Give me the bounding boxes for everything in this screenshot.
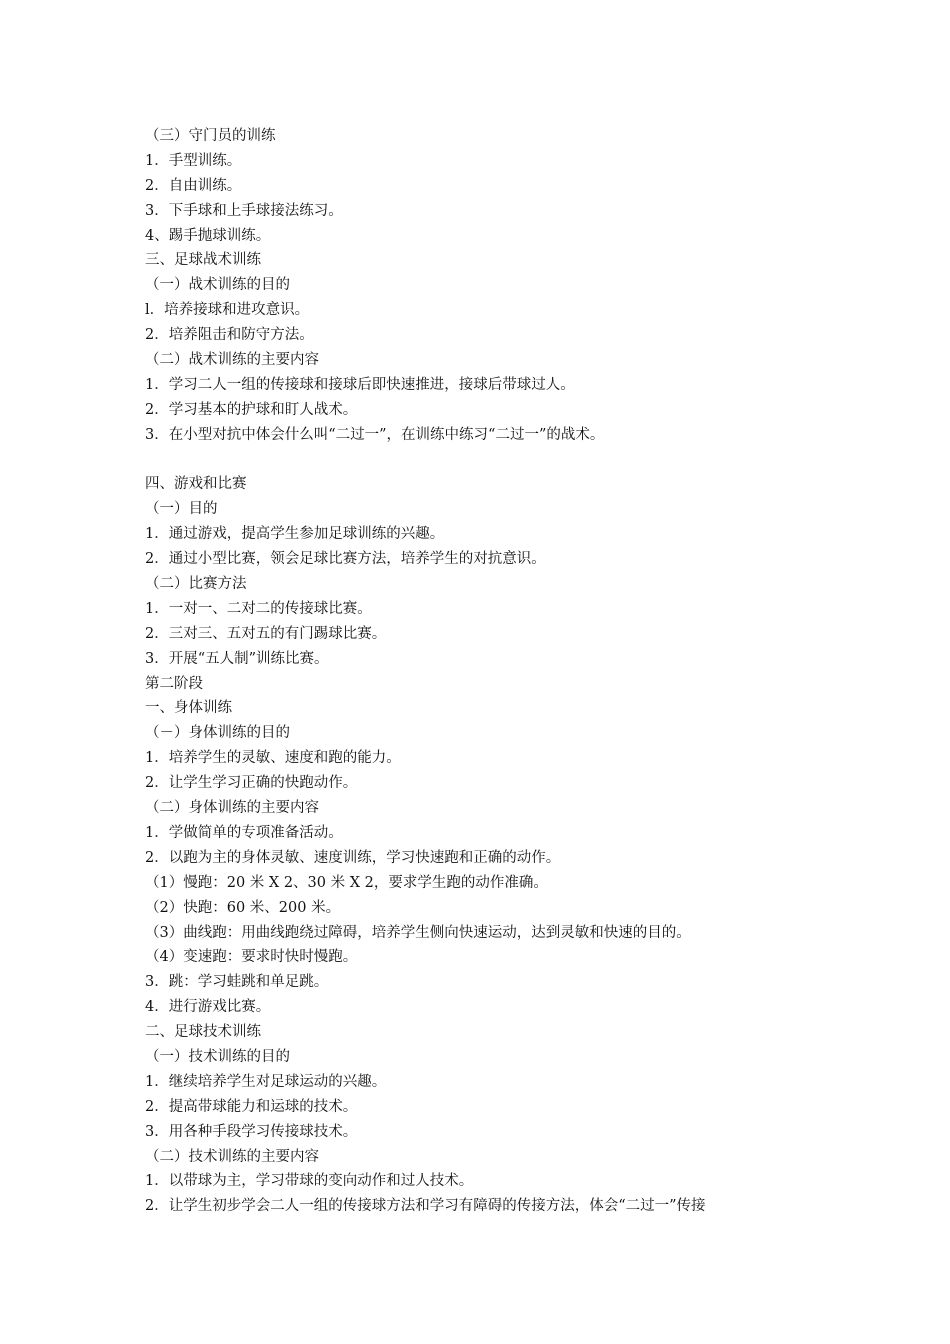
list-item: 3．在小型对抗中体会什么叫“二过一”，在训练中练习“二过一”的战术。 bbox=[145, 426, 605, 443]
subsection-heading: （二）身体训练的主要内容 bbox=[145, 800, 319, 817]
sub-list-item: （1）慢跑：20 米 X 2、30 米 X 2，要求学生跑的动作准确。 bbox=[145, 874, 548, 891]
list-item: 3．跳：学习蛙跳和单足跳。 bbox=[145, 974, 329, 991]
section-heading-tactics-training: 三、足球战术训练 bbox=[145, 252, 261, 269]
list-item: 2．自由训练。 bbox=[145, 177, 242, 194]
subsection-heading: （一）战术训练的目的 bbox=[145, 277, 290, 294]
list-item: 3．用各种手段学习传接球技术。 bbox=[145, 1123, 358, 1140]
sub-list-item: （3）曲线跑：用曲线跑绕过障碍，培养学生侧向快速运动，达到灵敏和快速的目的。 bbox=[145, 924, 691, 941]
stage-heading: 第二阶段 bbox=[145, 675, 203, 692]
list-item: 1．学做简单的专项准备活动。 bbox=[145, 824, 343, 841]
list-item: 2．三对三、五对五的有门踢球比赛。 bbox=[145, 625, 387, 642]
list-item: 2．学习基本的护球和盯人战术。 bbox=[145, 401, 358, 418]
subsection-heading: （一）技术训练的目的 bbox=[145, 1048, 290, 1065]
list-item: l．培养接球和进攻意识。 bbox=[145, 302, 310, 319]
section-heading-technique-training: 二、足球技术训练 bbox=[145, 1024, 261, 1041]
list-item: 2．培养阻击和防守方法。 bbox=[145, 327, 314, 344]
section-heading-games: 四、游戏和比赛 bbox=[145, 476, 247, 493]
subsection-heading: （二）战术训练的主要内容 bbox=[145, 352, 319, 369]
subsection-heading: （一）目的 bbox=[145, 501, 218, 518]
list-item: 3．下手球和上手球接法练习。 bbox=[145, 202, 343, 219]
list-item: 2．提高带球能力和运球的技术。 bbox=[145, 1098, 358, 1115]
sub-list-item: （4）变速跑：要求时快时慢跑。 bbox=[145, 949, 358, 966]
list-item: 4、踢手抛球训练。 bbox=[145, 227, 271, 244]
list-item: 1．一对一、二对二的传接球比赛。 bbox=[145, 600, 372, 617]
sub-list-item: （2）快跑：60 米、200 米。 bbox=[145, 899, 341, 916]
list-item: 2．让学生初步学会二人一组的传接球方法和学习有障碍的传接方法，体会“二过一”传接 bbox=[145, 1198, 706, 1215]
list-item: 1．学习二人一组的传接球和接球后即快速推进，接球后带球过人。 bbox=[145, 376, 575, 393]
list-item: 2．以跑为主的身体灵敏、速度训练，学习快速跑和正确的动作。 bbox=[145, 849, 561, 866]
list-item: 4．进行游戏比赛。 bbox=[145, 999, 271, 1016]
list-item: 1．手型训练。 bbox=[145, 152, 242, 169]
document-body bbox=[145, 124, 825, 1219]
list-item: 1．继续培养学生对足球运动的兴趣。 bbox=[145, 1073, 387, 1090]
blank-line bbox=[145, 448, 825, 473]
section-heading-goalkeeper-training: （三）守门员的训练 bbox=[145, 128, 276, 144]
list-item: 1．培养学生的灵敏、速度和跑的能力。 bbox=[145, 750, 401, 767]
subsection-heading: （二）比赛方法 bbox=[145, 576, 247, 593]
list-item: 2．通过小型比赛，领会足球比赛方法，培养学生的对抗意识。 bbox=[145, 551, 546, 568]
section-heading-physical-training: 一、身体训练 bbox=[145, 700, 232, 717]
list-item: 3．开展“五人制”训练比赛。 bbox=[145, 650, 329, 667]
list-item: 2．让学生学习正确的快跑动作。 bbox=[145, 775, 358, 792]
list-item: 1．通过游戏，提高学生参加足球训练的兴趣。 bbox=[145, 526, 445, 543]
subsection-heading: （－）身体训练的目的 bbox=[145, 725, 290, 742]
subsection-heading: （二）技术训练的主要内容 bbox=[145, 1148, 319, 1165]
list-item: 1．以带球为主，学习带球的变向动作和过人技术。 bbox=[145, 1173, 474, 1190]
